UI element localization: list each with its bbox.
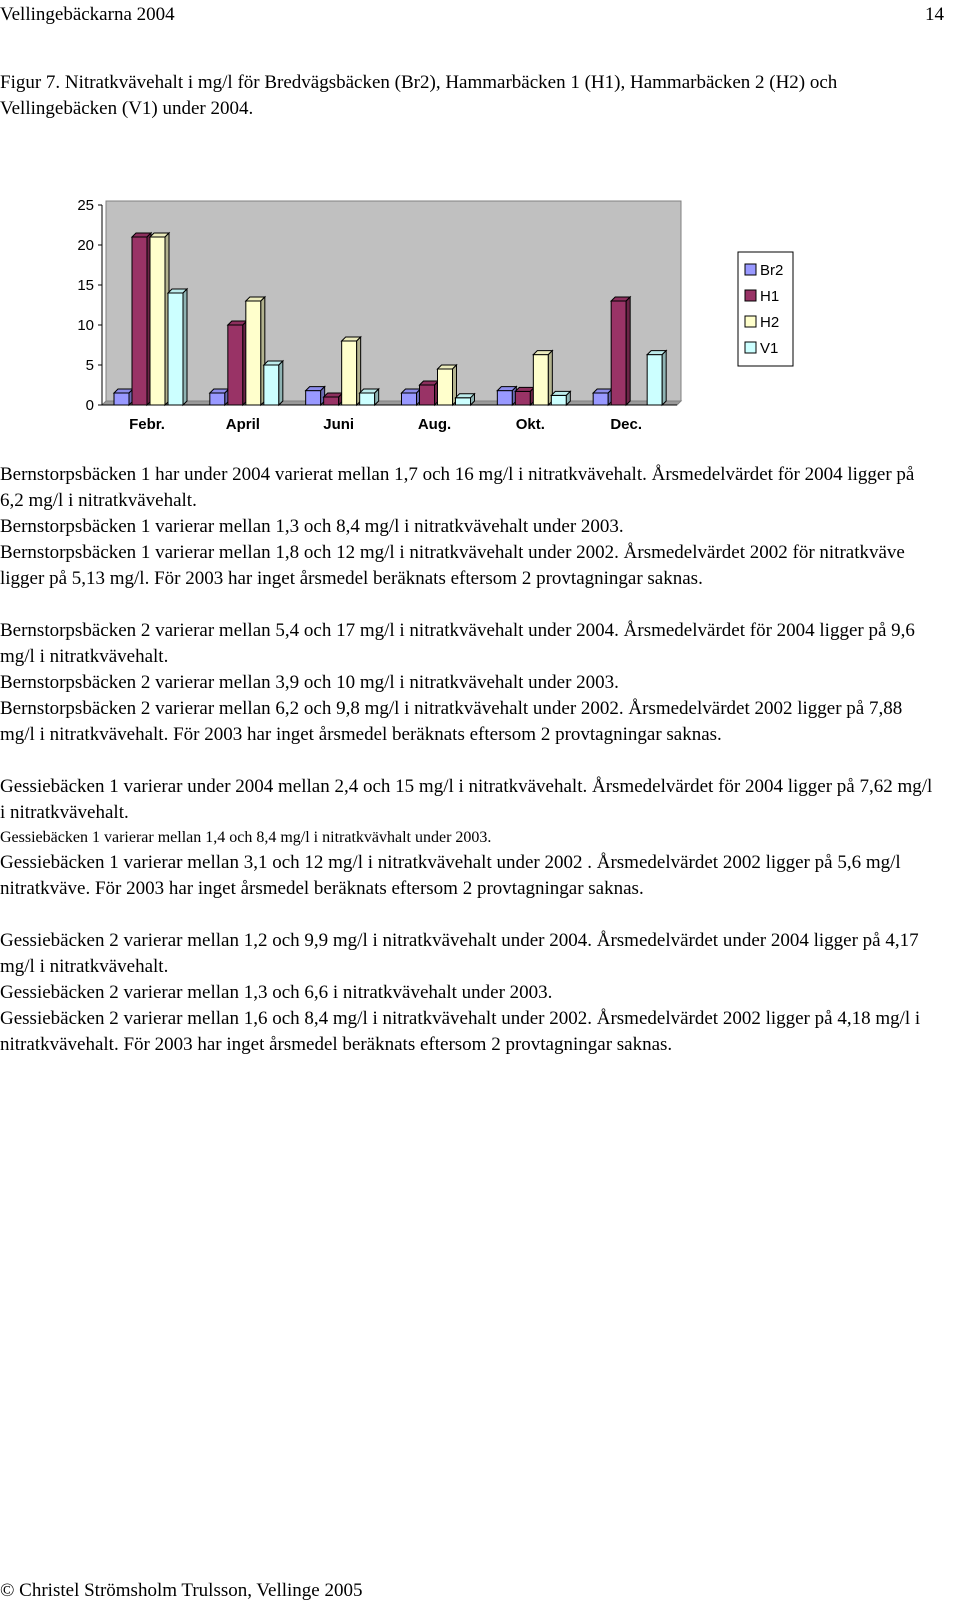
paragraph-gessie1-2002: Gessiebäcken 1 varierar mellan 3,1 och 12 mg/l i nitratkvävehalt under 2002 . Årsmedelvärdet 2002 ligger på 5,6 mg/l nitratkväve. För 2003 har inget årsmedel beräknats eftersom 2 provtagningar saknas.: [0, 852, 901, 899]
bar-br2-5: [593, 393, 608, 405]
paragraph-gessie2-2004: Gessiebäcken 2 varierar mellan 1,2 och 9,9 mg/l i nitratkvävehalt under 2004. Årsmedelvärdet under 2004 ligger på 4,17 mg/l i nitratkvävehalt.: [0, 930, 919, 977]
plot-back-wall: [106, 201, 681, 401]
paragraph-bernstorp2-2004: Bernstorpsbäcken 2 varierar mellan 5,4 och 17 mg/l i nitratkvävehalt under 2004. Årsmedelvärdet för 2004 ligger på 9,6 mg/l i nitratkvävehalt.: [0, 620, 915, 667]
legend-label: H1: [760, 288, 780, 305]
bar-v1-3: [456, 398, 471, 405]
paragraph-bernstorp2-2003: Bernstorpsbäcken 2 varierar mellan 3,9 och 10 mg/l i nitratkvävehalt under 2003.: [0, 672, 619, 693]
nitrate-bar-chart: [60, 190, 800, 440]
bar-side-v1-5: [662, 351, 666, 405]
y-tick-label: 25: [77, 197, 94, 214]
bar-v1-4: [551, 395, 566, 405]
y-tick-label: 5: [85, 357, 94, 374]
figure-caption: Figur 7. Nitratkvävehalt i mg/l för Bredvägsbäcken (Br2), Hammarbäcken 1 (H1), Hammarbäcken 2 (H2) och Vellingebäcken (V1) under 2004.: [0, 72, 838, 119]
bar-br2-0: [114, 393, 129, 405]
bar-h2-3: [438, 369, 453, 405]
paragraph-bernstorp1-2002: Bernstorpsbäcken 1 varierar mellan 1,8 och 12 mg/l i nitratkvävehalt under 2002. Årsmedelvärdet 2002 för nitratkväve ligger på 5,13 mg/l. För 2003 har inget årsmedel beräknats eftersom 2 provtagningar saknas.: [0, 542, 905, 589]
y-tick-label: 10: [77, 317, 94, 334]
paragraph-gessie2-2002: Gessiebäcken 2 varierar mellan 1,6 och 8,4 mg/l i nitratkvävehalt under 2002. Årsmedelvärdet 2002 ligger på 4,18 mg/l i nitratkvävehalt. För 2003 har inget årsmedel beräknats eftersom 2 provtagningar saknas.: [0, 1008, 921, 1055]
x-tick-label: April: [225, 416, 260, 433]
legend-swatch: [745, 316, 756, 327]
bar-h1-5: [611, 301, 626, 405]
x-tick-label: Okt.: [515, 416, 545, 433]
page-number: 14: [925, 4, 944, 25]
bar-br2-3: [402, 393, 417, 405]
legend-label: Br2: [760, 262, 784, 279]
bar-h2-1: [246, 301, 261, 405]
bar-br2-2: [306, 391, 321, 405]
bar-br2-1: [210, 393, 225, 405]
bar-h1-2: [324, 397, 339, 405]
bar-v1-1: [264, 365, 279, 405]
bar-h1-3: [420, 385, 435, 405]
bar-side-h1-5: [626, 297, 630, 405]
paragraph-gessie1-2003: Gessiebäcken 1 varierar mellan 1,4 och 8,4 mg/l i nitratkvävhalt under 2003.: [0, 829, 492, 846]
bar-side-v1-1: [279, 361, 283, 405]
x-tick-label: Febr.: [129, 416, 165, 433]
bar-side-v1-0: [183, 289, 187, 405]
y-tick-label: 20: [77, 237, 94, 254]
bar-v1-2: [360, 393, 375, 405]
bar-h2-2: [342, 341, 357, 405]
bar-h2-4: [533, 355, 548, 405]
legend-label: V1: [760, 340, 779, 357]
body-text: [0, 462, 940, 1058]
y-tick-label: 0: [85, 397, 94, 414]
paragraph-gessie2-2003: Gessiebäcken 2 varierar mellan 1,3 och 6,6 i nitratkvävehalt under 2003.: [0, 982, 553, 1003]
bar-h1-0: [132, 237, 147, 405]
bar-h2-0: [150, 237, 165, 405]
bar-h1-1: [228, 325, 243, 405]
bar-br2-4: [497, 391, 512, 405]
footer-copyright: © Christel Strömsholm Trulsson, Vellinge 2005: [0, 1580, 363, 1601]
x-tick-label: Juni: [323, 416, 355, 433]
paragraph-bernstorp2-2002: Bernstorpsbäcken 2 varierar mellan 6,2 och 9,8 mg/l i nitratkvävehalt under 2002. Årsmedelvärdet 2002 ligger på 7,88 mg/l i nitratkvävehalt. För 2003 har inget årsmedel beräknats eftersom 2 provtagningar saknas.: [0, 698, 903, 745]
bar-v1-0: [168, 293, 183, 405]
legend-swatch: [745, 342, 756, 353]
document-header-title: Vellingebäckarna 2004: [0, 4, 175, 25]
x-tick-label: Dec.: [610, 416, 643, 433]
paragraph-bernstorp1-2004: Bernstorpsbäcken 1 har under 2004 varierat mellan 1,7 och 16 mg/l i nitratkvävehalt. Årsmedelvärdet för 2004 ligger på 6,2 mg/l i nitratkvävehalt.: [0, 464, 915, 511]
y-tick-label: 15: [77, 277, 94, 294]
bar-h1-4: [515, 391, 530, 405]
bar-v1-5: [647, 355, 662, 405]
legend-swatch: [745, 264, 756, 275]
paragraph-gessie1-2004: Gessiebäcken 1 varierar under 2004 mellan 2,4 och 15 mg/l i nitratkvävehalt. Årsmedelvärdet för 2004 ligger på 7,62 mg/l i nitratkvävehalt.: [0, 776, 933, 823]
legend-swatch: [745, 290, 756, 301]
x-tick-label: Aug.: [417, 416, 452, 433]
paragraph-bernstorp1-2003: Bernstorpsbäcken 1 varierar mellan 1,3 och 8,4 mg/l i nitratkvävehalt under 2003.: [0, 516, 624, 537]
legend-label: H2: [760, 314, 780, 331]
